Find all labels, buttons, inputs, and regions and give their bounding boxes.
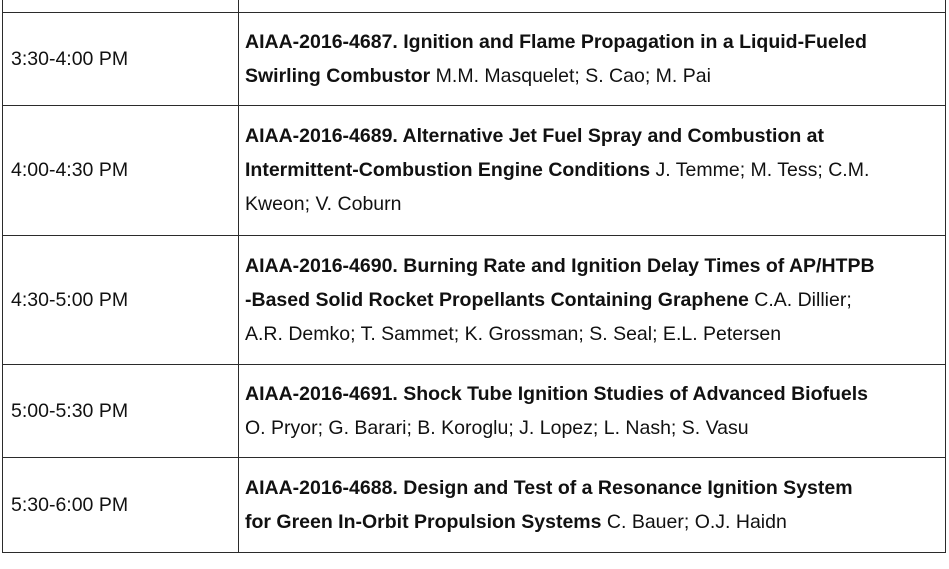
session-description bbox=[239, 364, 946, 457]
paper-title: Swirling Combustor bbox=[245, 64, 431, 87]
paper-authors: Kweon; V. Coburn bbox=[245, 193, 402, 215]
paper-title: AIAA-2016-4691. Shock Tube Ignition Studies of Advanced Biofuels bbox=[245, 382, 869, 405]
paper-title: Intermittent-Combustion Engine Conditions bbox=[245, 159, 651, 181]
session-description bbox=[239, 235, 946, 364]
previous-row-fragment bbox=[3, 0, 946, 12]
previous-row-time-cell bbox=[3, 0, 239, 12]
session-time: 4:30-5:00 PM bbox=[3, 235, 239, 364]
paper-title: -Based Solid Rocket Propellants Containing Graphene bbox=[245, 288, 749, 311]
previous-row-desc-cell bbox=[239, 0, 946, 12]
session-time: 3:30-4:00 PM bbox=[3, 12, 239, 105]
table-row bbox=[3, 235, 946, 364]
paper-title: AIAA-2016-4690. Burning Rate and Ignition Delay Times of AP/HTPB bbox=[245, 254, 875, 277]
session-description bbox=[239, 105, 946, 235]
paper-title: AIAA-2016-4687. Ignition and Flame Propagation in a Liquid-Fueled bbox=[245, 30, 867, 53]
table-row bbox=[3, 457, 946, 552]
paper-title: for Green In-Orbit Propulsion Systems bbox=[245, 510, 602, 533]
paper-authors: M.M. Masquelet; S. Cao; M. Pai bbox=[430, 64, 711, 87]
table-row bbox=[3, 364, 946, 457]
paper-authors: J. Temme; M. Tess; C.M. bbox=[650, 159, 870, 181]
paper-authors: A.R. Demko; T. Sammet; K. Grossman; S. Seal; E.L. Petersen bbox=[245, 322, 782, 345]
session-time: 4:00-4:30 PM bbox=[3, 105, 239, 235]
session-schedule-table bbox=[2, 0, 946, 553]
table-row bbox=[3, 105, 946, 235]
table-row bbox=[3, 12, 946, 105]
session-description bbox=[239, 12, 946, 105]
session-time: 5:00-5:30 PM bbox=[3, 364, 239, 457]
session-description bbox=[239, 457, 946, 552]
paper-authors: C. Bauer; O.J. Haidn bbox=[601, 510, 787, 533]
paper-title: AIAA-2016-4689. Alternative Jet Fuel Spray and Combustion at bbox=[245, 125, 825, 147]
paper-title: AIAA-2016-4688. Design and Test of a Resonance Ignition System bbox=[245, 476, 853, 499]
session-time: 5:30-6:00 PM bbox=[3, 457, 239, 552]
paper-authors: C.A. Dillier; bbox=[748, 288, 852, 311]
paper-authors: O. Pryor; G. Barari; B. Koroglu; J. Lopez; L. Nash; S. Vasu bbox=[245, 416, 749, 439]
